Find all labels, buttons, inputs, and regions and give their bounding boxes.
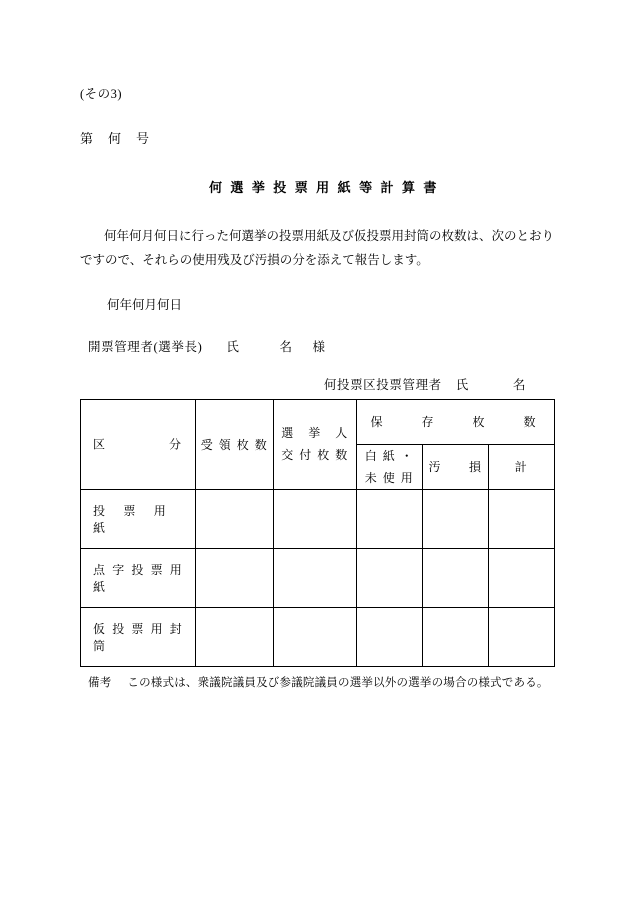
header-blank-line2: 未 使 用	[364, 470, 415, 485]
document-number: 第 何 号	[80, 131, 151, 146]
header-issued-line1: 選 挙 人	[281, 426, 349, 441]
form-number: (その3)	[80, 87, 123, 101]
addressee-line	[80, 337, 554, 355]
cell-blank-0[interactable]	[357, 490, 423, 549]
page-title: 何 選 挙 投 票 用 紙 等 計 算 書	[208, 180, 440, 195]
note-line	[80, 674, 554, 690]
table-row	[81, 608, 555, 667]
header-kubun-right: 分	[168, 437, 181, 452]
header-blank-unused	[357, 444, 423, 489]
addressee-name-label: 氏	[226, 339, 240, 354]
table-header-row-1	[81, 399, 555, 444]
header-total: 計	[489, 444, 555, 489]
note-label: 備考	[88, 677, 112, 690]
intro-paragraph	[80, 224, 554, 273]
ballot-calculation-table	[80, 399, 555, 667]
table-row	[81, 490, 555, 549]
addressee-honorific: 様	[312, 339, 326, 354]
header-blank-line1: 白 紙 ・	[364, 448, 415, 463]
cell-blank-2[interactable]	[357, 608, 423, 667]
header-received: 受 領 枚 数	[196, 399, 274, 489]
cell-damaged-2[interactable]	[423, 608, 489, 667]
row-label-braille-ballot-paper: 点 字 投 票 用紙	[81, 549, 196, 608]
cell-issued-2[interactable]	[274, 608, 357, 667]
cell-damaged-1[interactable]	[423, 549, 489, 608]
header-kubun-left: 区	[93, 437, 106, 452]
cell-issued-1[interactable]	[274, 549, 357, 608]
cell-damaged-0[interactable]	[423, 490, 489, 549]
cell-total-1[interactable]	[489, 549, 555, 608]
header-kubun	[81, 399, 196, 489]
intro-paragraph-text: 何年何月何日に行った何選挙の投票用紙及び仮投票用封筒の枚数は、次のとおりですので、それらの使用残及び汚損の分を添えて報告します。	[80, 229, 555, 268]
district-officer-line	[80, 375, 554, 393]
header-damaged: 汚 損	[423, 444, 489, 489]
cell-received-0[interactable]	[196, 490, 274, 549]
header-issued	[274, 399, 357, 489]
district-officer-role: 何投票区投票管理者	[323, 377, 442, 392]
cell-issued-0[interactable]	[274, 490, 357, 549]
cell-received-2[interactable]	[196, 608, 274, 667]
addressee-name-value: 名	[279, 339, 293, 354]
document-body	[80, 84, 554, 690]
district-officer-name-label: 氏	[455, 377, 469, 392]
cell-blank-1[interactable]	[357, 549, 423, 608]
cell-received-1[interactable]	[196, 549, 274, 608]
row-label-provisional-envelope: 仮 投 票 用 封 筒	[81, 608, 196, 667]
table-row	[81, 549, 555, 608]
header-preserved: 保 存 枚 数	[357, 399, 555, 444]
addressee-role: 開票管理者(選挙長)	[88, 339, 203, 354]
note-text: この様式は、衆議院議員及び参議院議員の選挙以外の選挙の場合の様式である。	[127, 677, 549, 690]
header-issued-line2: 交 付 枚 数	[281, 448, 349, 463]
date-line: 何年何月何日	[107, 297, 183, 312]
cell-total-0[interactable]	[489, 490, 555, 549]
cell-total-2[interactable]	[489, 608, 555, 667]
row-label-ballot-paper: 投 票 用 紙	[81, 490, 196, 549]
district-officer-name-value: 名	[512, 377, 526, 392]
